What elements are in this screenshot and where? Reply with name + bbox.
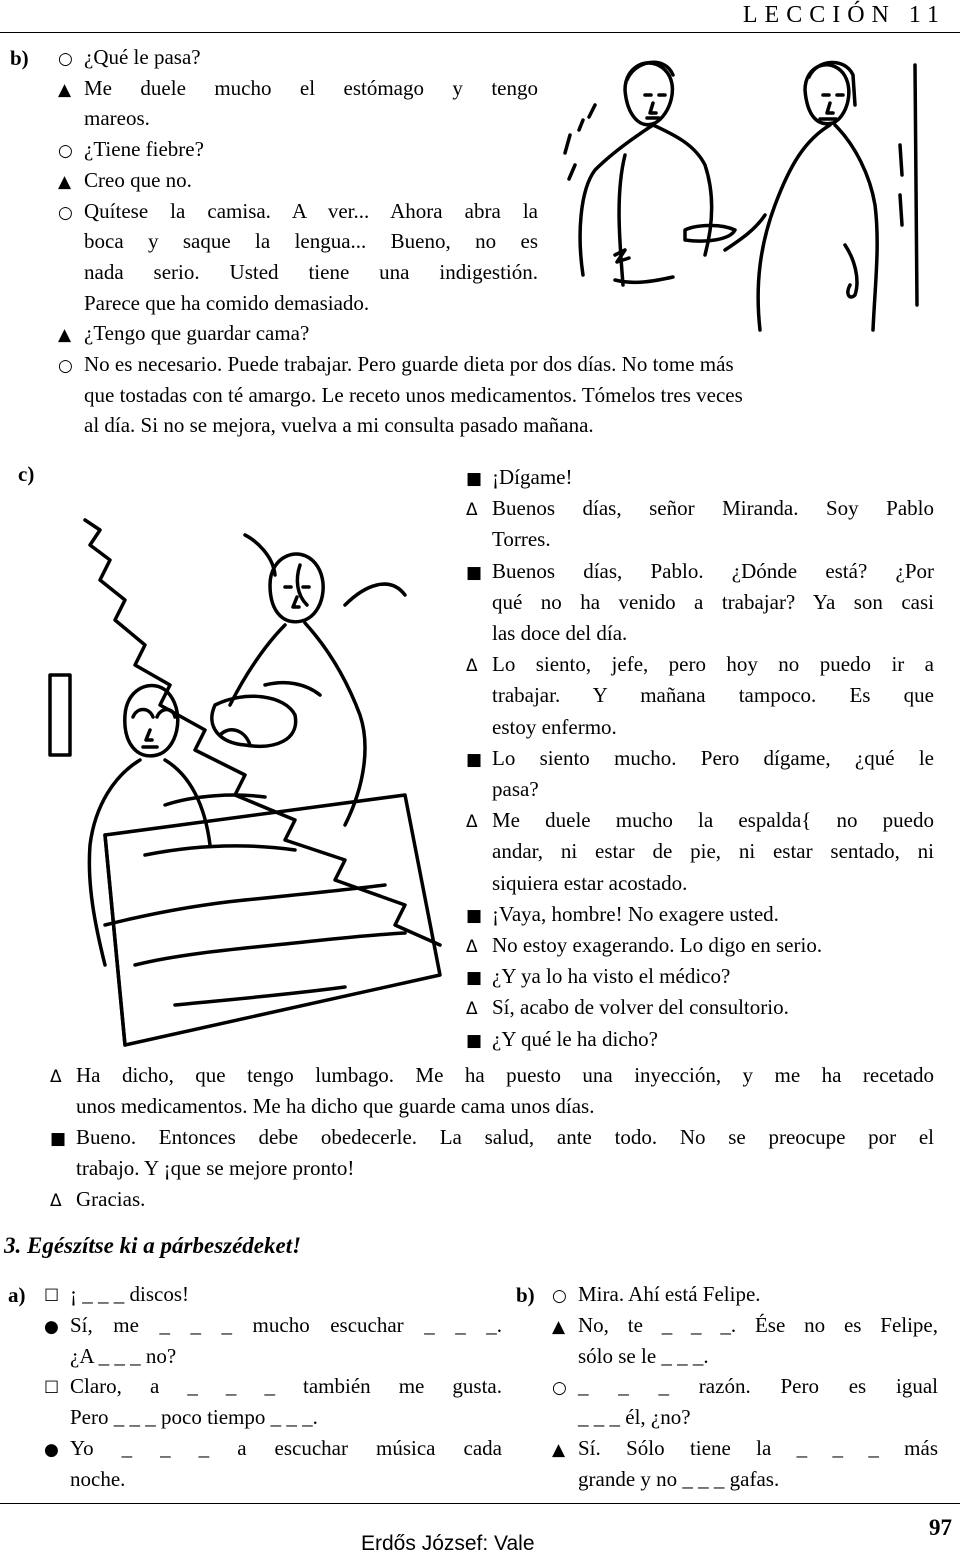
dialogue-line (44, 1341, 502, 1372)
dialogue-line (58, 196, 538, 229)
dialogue-line (58, 380, 743, 411)
footer-rule (0, 1503, 960, 1504)
dialogue-text: _ _ _ razón. Pero es igual (578, 1374, 938, 1399)
speaker-marker: ■ (466, 1030, 483, 1051)
page-number: 97 (929, 1515, 952, 1540)
dialogue-line (50, 1060, 934, 1093)
dialogue-text: noche. (70, 1466, 126, 1491)
dialogue-line (44, 1310, 502, 1343)
speaker-marker: ☐ (44, 1378, 60, 1399)
dialogue-text: pasa? (492, 777, 539, 801)
dialogue-line (50, 1122, 934, 1155)
speaker-marker: Δ (466, 812, 478, 833)
dialogue-text: Torres. (492, 527, 551, 552)
dialogue-text: Me duele mucho el estómago y tengo (84, 75, 538, 100)
dialogue-text: ¿Qué le pasa? (84, 45, 201, 69)
speaker-marker: ● (44, 1316, 59, 1337)
dialogue-line (466, 805, 934, 838)
dialogue-text: trabajo. Y ¡que se mejore pronto! (76, 1156, 355, 1180)
dialogue-line (466, 712, 934, 743)
phone-call-illustration (45, 505, 450, 1060)
doctor-patient-illustration (555, 45, 940, 335)
dialogue-text: que tostadas con té amargo. Le receto unos medicamentos. Tómelos tres veces (84, 382, 743, 407)
speaker-marker: ○ (552, 1378, 567, 1399)
dialogue-line (44, 1279, 502, 1312)
dialogue-line (466, 992, 934, 1025)
dialogue-line (466, 462, 934, 495)
speaker-marker: Δ (466, 656, 478, 677)
speaker-marker: ■ (466, 968, 483, 989)
dialogue-line (552, 1464, 938, 1495)
dialogue-line (466, 1024, 934, 1057)
dialogue-line (44, 1433, 502, 1466)
dialogue-text: Gracias. (76, 1187, 146, 1211)
dialogue-line (552, 1279, 938, 1312)
dialogue-line (466, 649, 934, 682)
dialogue-line (58, 257, 538, 288)
speaker-marker: ○ (58, 141, 73, 162)
speaker-marker: ● (44, 1440, 59, 1460)
dialogue-line (466, 899, 934, 932)
header-rule (0, 32, 960, 33)
dialogue-text: ¿Y qué le ha dicho? (492, 1026, 658, 1051)
section-c-label: c) (18, 462, 35, 486)
dialogue-text: Quítese la camisa. A ver... Ahora abra la (84, 198, 538, 223)
dialogue-text: Sí. Sólo tiene la _ _ _ más (578, 1436, 938, 1460)
dialogue-text: ¡ _ _ _ discos! (70, 1282, 189, 1306)
dialogue-text: Ha dicho, que tengo lumbago. Me ha puesto una inyección, y me ha recetado (76, 1063, 934, 1087)
dialogue-text: No es necesario. Puede trabajar. Pero guarde dieta por dos días. No tome más (84, 352, 734, 376)
dialogue-text: Claro, a _ _ _ también me gusta. (70, 1374, 502, 1399)
dialogue-line (44, 1402, 502, 1433)
speaker-marker: ○ (58, 356, 73, 376)
dialogue-text: unos medicamentos. Me ha dicho que guarde cama unos días. (76, 1094, 595, 1118)
dialogue-text: No estoy exagerando. Lo digo en serio. (492, 933, 823, 957)
speaker-marker: ▲ (552, 1440, 566, 1460)
dialogue-line (466, 680, 934, 711)
dialogue-text: Mira. Ahí está Felipe. (578, 1282, 761, 1306)
dialogue-text: Yo _ _ _ a escuchar música cada (70, 1436, 502, 1460)
dialogue-line (58, 103, 538, 134)
dialogue-line (552, 1310, 938, 1343)
dialogue-line (466, 836, 934, 867)
exercise-b-label: b) (516, 1283, 535, 1307)
dialogue-text: Parece que ha comido demasiado. (84, 290, 370, 315)
dialogue-line (466, 524, 934, 555)
speaker-marker: ○ (58, 202, 73, 223)
dialogue-line (466, 556, 934, 589)
speaker-marker: Δ (466, 937, 478, 957)
dialogue-line (466, 961, 934, 994)
speaker-marker: ▲ (552, 1316, 566, 1337)
dialogue-text: Sí, acabo de volver del consultorio. (492, 995, 789, 1020)
dialogue-text: trabajar. Y mañana tampoco. Es que (492, 683, 934, 708)
dialogue-text: Me duele mucho la espalda{ no puedo (492, 808, 934, 833)
dialogue-line (552, 1433, 938, 1466)
dialogue-line (466, 930, 934, 963)
speaker-marker: Δ (50, 1191, 62, 1211)
dialogue-line (58, 318, 538, 351)
speaker-marker: ■ (466, 749, 483, 770)
dialogue-text: mareos. (84, 106, 150, 131)
dialogue-text: Lo siento mucho. Pero dígame, ¿qué le (492, 745, 934, 770)
speaker-marker: ▲ (58, 325, 72, 346)
dialogue-text: qué no ha venido a trabajar? Ya son casi (492, 589, 934, 614)
exercise-title: 3. Egészítse ki a párbeszédeket! (4, 1233, 302, 1258)
dialogue-text: ¿Tiene fiebre? (84, 137, 204, 162)
dialogue-line (58, 288, 538, 319)
speaker-marker: ▲ (58, 79, 72, 100)
speaker-marker: ■ (466, 905, 483, 926)
dialogue-text: ¿Y ya lo ha visto el médico? (492, 964, 731, 989)
dialogue-line (466, 774, 934, 805)
dialogue-line (58, 42, 538, 75)
section-b-label: b) (10, 46, 29, 70)
dialogue-line (58, 410, 594, 441)
dialogue-text: Bueno. Entonces debe obedecerle. La salud, ante todo. No se preocupe por el (76, 1125, 934, 1149)
dialogue-text: nada serio. Usted tiene una indigestión. (84, 259, 538, 284)
dialogue-line (552, 1402, 938, 1433)
dialogue-line (50, 1184, 934, 1217)
speaker-marker: ○ (552, 1286, 567, 1306)
footer-author: Erdős József: Vale (361, 1532, 535, 1555)
speaker-marker: Δ (466, 999, 478, 1020)
speaker-marker: ☐ (44, 1286, 60, 1306)
dialogue-text: ¡Vaya, hombre! No exagere usted. (492, 901, 779, 926)
dialogue-text: siquiera estar acostado. (492, 870, 688, 895)
dialogue-line (58, 134, 538, 167)
dialogue-line (466, 587, 934, 618)
dialogue-text: Creo que no. (84, 167, 192, 192)
dialogue-line (58, 73, 538, 106)
dialogue-text: ¿Tengo que guardar cama? (84, 321, 310, 346)
dialogue-text: ¡Dígame! (492, 465, 573, 489)
speaker-marker: ■ (50, 1129, 67, 1149)
speaker-marker: ■ (466, 469, 483, 489)
dialogue-text: las doce del día. (492, 621, 628, 645)
dialogue-text: Sí, me _ _ _ mucho escuchar _ _ _. (70, 1312, 502, 1337)
dialogue-text: Pero _ _ _ poco tiempo _ _ _. (70, 1405, 318, 1430)
dialogue-line (58, 226, 538, 257)
dialogue-line (552, 1341, 938, 1372)
speaker-marker: ▲ (58, 171, 72, 192)
dialogue-line (44, 1371, 502, 1404)
speaker-marker: Δ (50, 1067, 62, 1087)
dialogue-text: boca y saque la lengua... Bueno, no es (84, 229, 538, 254)
lesson-header: LECCIÓN 11 (742, 2, 946, 28)
dialogue-text: _ _ _ él, ¿no? (578, 1405, 691, 1430)
dialogue-text: grande y no _ _ _ gafas. (578, 1466, 780, 1491)
dialogue-line (466, 743, 934, 776)
dialogue-line (58, 165, 538, 198)
dialogue-line (50, 1153, 934, 1184)
dialogue-line (466, 618, 934, 649)
dialogue-line (58, 349, 734, 382)
dialogue-text: Lo siento, jefe, pero hoy no puedo ir a (492, 652, 934, 677)
dialogue-text: ¿A _ _ _ no? (70, 1343, 177, 1368)
dialogue-text: Buenos días, Pablo. ¿Dónde está? ¿Por (492, 558, 934, 583)
exercise-a-label: a) (8, 1283, 26, 1307)
dialogue-text: al día. Si no se mejora, vuelva a mi consulta pasado mañana. (84, 413, 594, 438)
dialogue-text: Buenos días, señor Miranda. Soy Pablo (492, 496, 934, 521)
dialogue-line (466, 493, 934, 526)
dialogue-line (466, 868, 934, 899)
dialogue-line (50, 1091, 934, 1122)
dialogue-line (44, 1464, 502, 1495)
dialogue-text: sólo se le _ _ _. (578, 1343, 709, 1368)
dialogue-text: andar, ni estar de pie, ni estar sentado, ni (492, 839, 934, 864)
speaker-marker: Δ (466, 500, 478, 521)
dialogue-line (552, 1371, 938, 1404)
dialogue-text: No, te _ _ _. Ése no es Felipe, (578, 1312, 938, 1337)
speaker-marker: ■ (466, 562, 483, 583)
dialogue-text: estoy enfermo. (492, 714, 617, 739)
speaker-marker: ○ (58, 49, 73, 69)
